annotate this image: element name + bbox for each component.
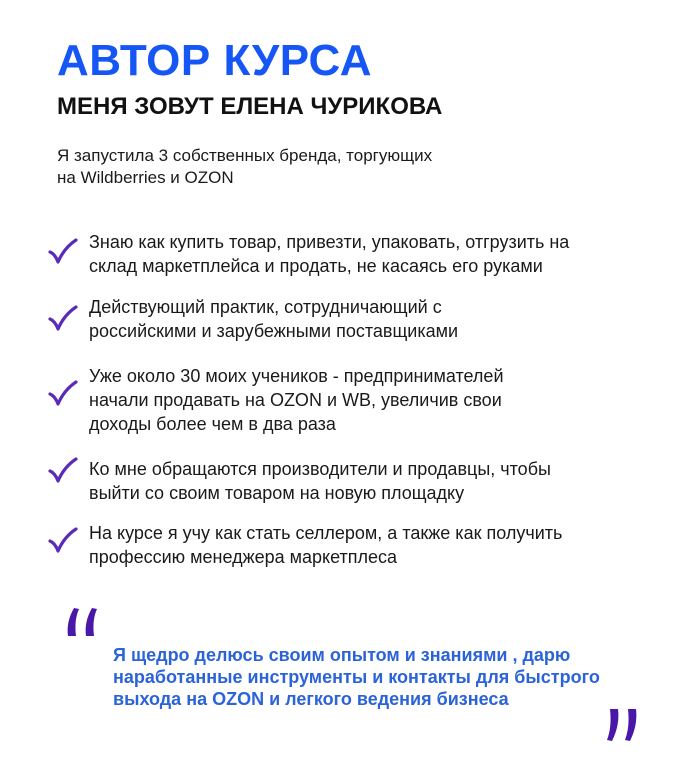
list-item-text xyxy=(89,364,659,436)
open-quote-icon xyxy=(64,604,104,640)
list-item-line: российскими и зарубежными поставщиками xyxy=(89,321,459,341)
quote-line: Я щедро делюсь своим опытом и знаниями , дарю xyxy=(113,645,571,665)
list-item-line: доходы более чем в два раза xyxy=(89,414,336,434)
list-item-text xyxy=(89,295,659,343)
checkmark-icon xyxy=(48,457,78,485)
checkmark-icon xyxy=(48,238,78,266)
page-title: АВТОР КУРСА xyxy=(57,36,372,85)
intro-text xyxy=(57,145,577,189)
author-name: МЕНЯ ЗОВУТ ЕЛЕНА ЧУРИКОВА xyxy=(57,93,443,120)
list-item-line: начали продавать на OZON и WB, увеличив свои xyxy=(89,390,502,410)
intro-line: на Wildberries и OZON xyxy=(57,168,234,187)
quote-line: наработанные инструменты и контакты для быстрого xyxy=(113,667,600,687)
list-item-line: выйти со своим товаром на новую площадку xyxy=(89,483,465,503)
list-item-text xyxy=(89,230,659,278)
list-item-text xyxy=(89,457,659,505)
list-item-line: Знаю как купить товар, привезти, упаковать, отгрузить на xyxy=(89,232,570,252)
list-item-line: профессию менеджера маркетплеса xyxy=(89,547,398,567)
close-quote-icon xyxy=(604,707,644,743)
list-item-line: склад маркетплейса и продать, не касаясь его руками xyxy=(89,256,543,276)
checkmark-icon xyxy=(48,527,78,555)
quote-text xyxy=(113,644,633,710)
list-item-text xyxy=(89,521,659,569)
list-item-line: Уже около 30 моих учеников - предпринимателей xyxy=(89,366,504,386)
intro-line: Я запустила 3 собственных бренда, торгующих xyxy=(57,146,433,165)
checkmark-icon xyxy=(48,380,78,408)
list-item-line: На курсе я учу как стать селлером, а также как получить xyxy=(89,523,563,543)
quote-line: выхода на OZON и легкого ведения бизнеса xyxy=(113,689,509,709)
list-item-line: Ко мне обращаются производители и продавцы, чтобы xyxy=(89,459,551,479)
checkmark-icon xyxy=(48,305,78,333)
list-item-line: Действующий практик, сотрудничающий с xyxy=(89,297,442,317)
